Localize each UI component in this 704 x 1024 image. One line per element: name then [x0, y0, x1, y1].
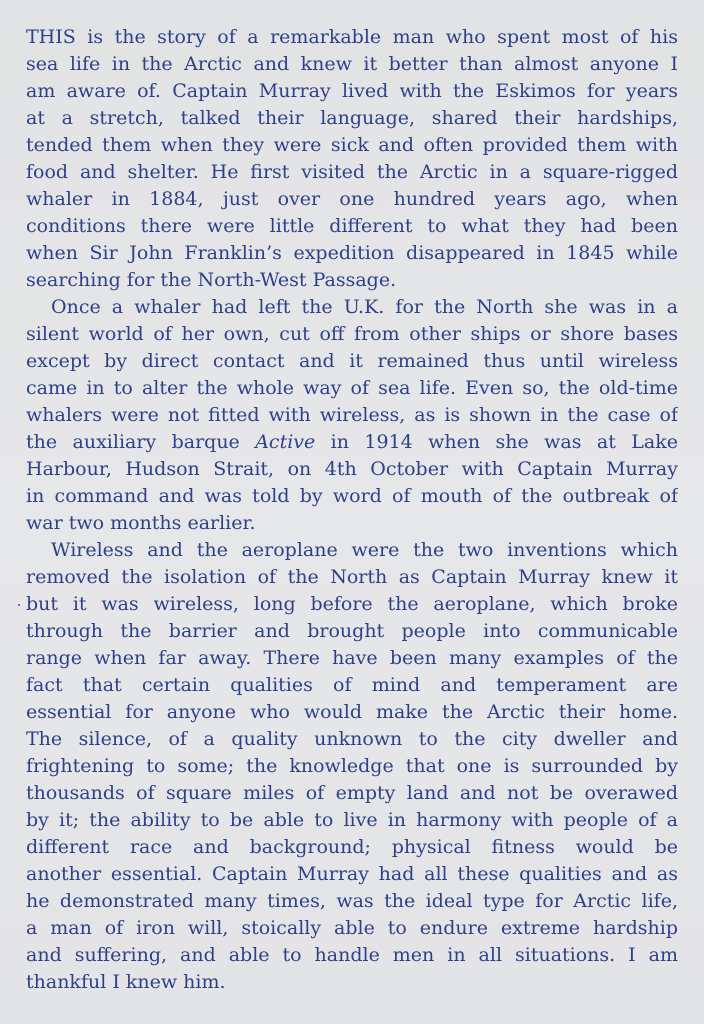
text-line: removed the isolation of the North as Captain Murray knew it [26, 566, 678, 588]
text-line: another essential. Captain Murray had all these qualities and as [26, 863, 678, 885]
text-line: tended them when they were sick and often provided them with [26, 134, 678, 156]
text-line: Wireless and the aeroplane were the two inventions which [51, 539, 678, 561]
ship-name: Active [255, 431, 316, 453]
text-line: silent world of her own, cut off from other ships or shore bases [26, 323, 678, 345]
text-line: Once a whaler had left the U.K. for the North she was in a [51, 296, 678, 318]
text-fragment: the auxiliary barque [26, 431, 240, 453]
text-line: THIS is the story of a remarkable man who spent most of his [26, 26, 678, 48]
text-line: different race and background; physical fitness would be [26, 836, 678, 858]
text-line: essential for anyone who would make the Arctic their home. [26, 701, 678, 723]
text-line: and suffering, and able to handle men in all situations. I am [26, 944, 678, 966]
text-line: fact that certain qualities of mind and temperament are [26, 674, 678, 696]
paragraph-1 [26, 24, 678, 294]
text-line: conditions there were little different to what they had been [26, 215, 678, 237]
text-line: am aware of. Captain Murray lived with the Eskimos for years [26, 80, 678, 102]
text-line: came in to alter the whole way of sea life. Even so, the old-time [26, 377, 678, 399]
text-line: food and shelter. He first visited the Arctic in a square-rigged [26, 161, 678, 183]
body-text [26, 24, 678, 996]
text-line: by it; the ability to be able to live in harmony with people of a [26, 809, 678, 831]
text-line: except by direct contact and it remained thus until wireless [26, 350, 678, 372]
text-line: but it was wireless, long before the aeroplane, which broke [26, 593, 678, 615]
text-line: at a stretch, talked their language, shared their hardships, [26, 107, 678, 129]
text-line: sea life in the Arctic and knew it better than almost anyone I [26, 53, 678, 75]
text-line: whaler in 1884, just over one hundred years ago, when [26, 188, 678, 210]
text-line: when Sir John Franklin’s expedition disappeared in 1845 while [26, 242, 678, 264]
text-line: frightening to some; the knowledge that one is surrounded by [26, 755, 678, 777]
text-line: war two months earlier. [26, 512, 256, 534]
text-line: Harbour, Hudson Strait, on 4th October with Captain Murray [26, 458, 678, 480]
text-line: he demonstrated many times, was the ideal type for Arctic life, [26, 890, 678, 912]
text-line: thankful I knew him. [26, 971, 226, 993]
text-line-with-ship-name [26, 429, 678, 456]
text-line: through the barrier and brought people into communicable [26, 620, 678, 642]
text-line: a man of iron will, stoically able to endure extreme hardship [26, 917, 678, 939]
text-line: range when far away. There have been many examples of the [26, 647, 678, 669]
text-line: whalers were not fitted with wireless, as is shown in the case of [26, 404, 678, 426]
text-line: searching for the North-West Passage. [26, 269, 397, 291]
paragraph-3 [26, 537, 678, 996]
text-line: The silence, of a quality unknown to the city dweller and [26, 728, 678, 750]
text-line: thousands of square miles of empty land and not be overawed [26, 782, 678, 804]
paragraph-2 [26, 294, 678, 537]
text-line: in command and was told by word of mouth of the outbreak of [26, 485, 678, 507]
text-fragment: in 1914 when she was at Lake [330, 431, 678, 453]
stray-ink-dot [18, 604, 20, 606]
